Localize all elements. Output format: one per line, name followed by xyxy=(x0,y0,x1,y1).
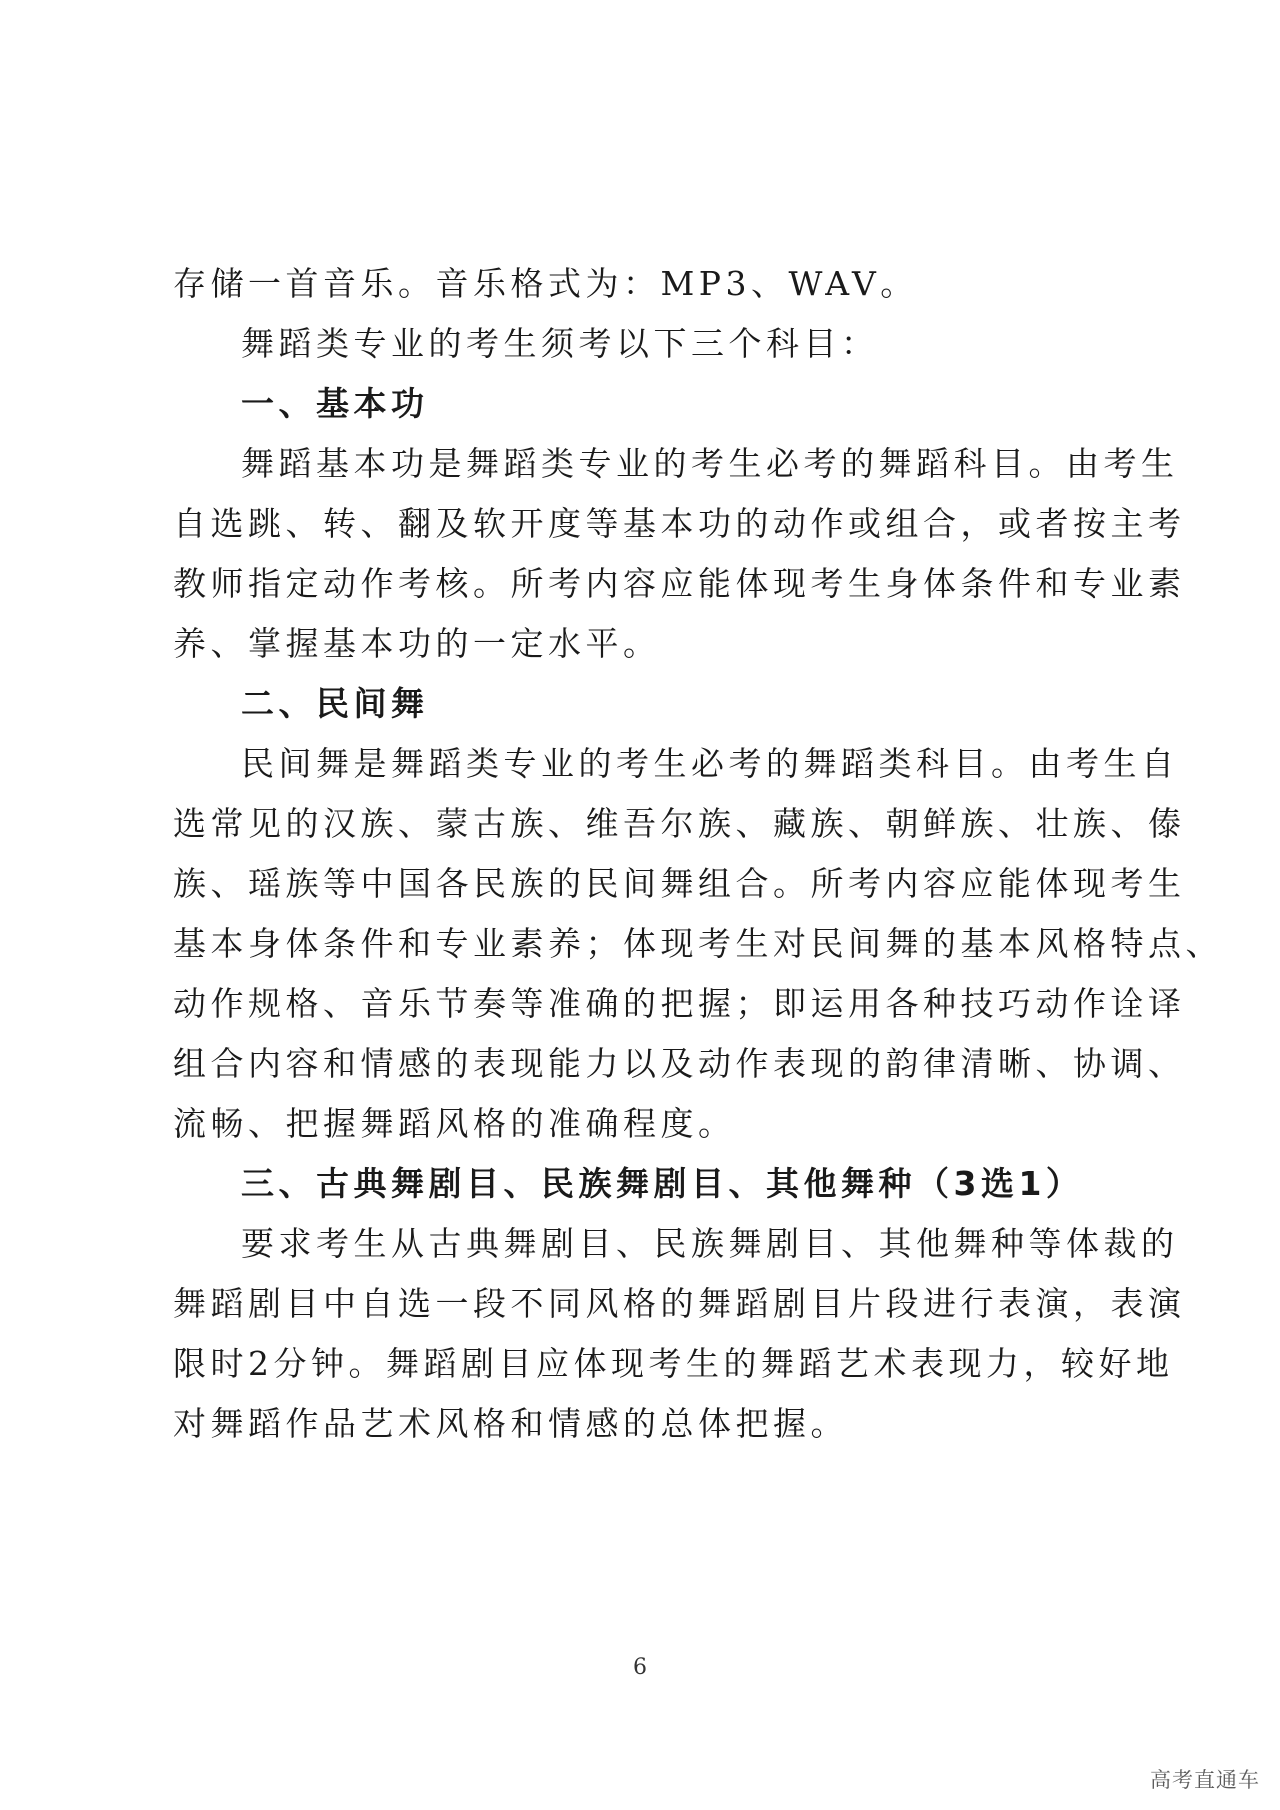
text-line: 民间舞是舞蹈类专业的考生必考的舞蹈类科目。由考生自 xyxy=(241,744,1179,783)
text-line: 舞蹈基本功是舞蹈类专业的考生必考的舞蹈科目。由考生 xyxy=(241,444,1179,483)
text-line: 流畅、把握舞蹈风格的准确程度。 xyxy=(173,1104,736,1143)
text-line: 基本身体条件和专业素养；体现考生对民间舞的基本风格特点、 xyxy=(173,924,1223,963)
document-body xyxy=(173,254,1223,1454)
text-line: 教师指定动作考核。所考内容应能体现考生身体条件和专业素 xyxy=(173,564,1186,603)
text-line: 舞蹈剧目中自选一段不同风格的舞蹈剧目片段进行表演，表演 xyxy=(173,1284,1186,1323)
section-heading-repertoire: 三、古典舞剧目、民族舞剧目、其他舞种（3选1） xyxy=(241,1164,1084,1203)
text-line: 舞蹈类专业的考生须考以下三个科目： xyxy=(241,324,879,363)
text-line: 限时2分钟。舞蹈剧目应体现考生的舞蹈艺术表现力，较好地 xyxy=(173,1344,1174,1383)
watermark: 高考直通车 xyxy=(1150,1768,1260,1792)
section-heading-folk-dance: 二、民间舞 xyxy=(241,684,429,723)
text-line: 族、瑶族等中国各民族的民间舞组合。所考内容应能体现考生 xyxy=(173,864,1186,903)
text-line: 动作规格、音乐节奏等准确的把握；即运用各种技巧动作诠译 xyxy=(173,984,1186,1023)
text-line: 养、掌握基本功的一定水平。 xyxy=(173,624,661,663)
section-heading-basic-skills: 一、基本功 xyxy=(241,384,429,423)
text-line: 选常见的汉族、蒙古族、维吾尔族、藏族、朝鲜族、壮族、傣 xyxy=(173,804,1186,843)
text-line: 组合内容和情感的表现能力以及动作表现的韵律清晰、协调、 xyxy=(173,1044,1186,1083)
text-line: 自选跳、转、翻及软开度等基本功的动作或组合，或者按主考 xyxy=(173,504,1186,543)
text-line: 对舞蹈作品艺术风格和情感的总体把握。 xyxy=(173,1404,848,1443)
page-number: 6 xyxy=(633,1655,647,1680)
text-line: 要求考生从古典舞剧目、民族舞剧目、其他舞种等体裁的 xyxy=(241,1224,1179,1263)
text-line: 存储一首音乐。音乐格式为：MP3、WAV。 xyxy=(173,264,918,303)
